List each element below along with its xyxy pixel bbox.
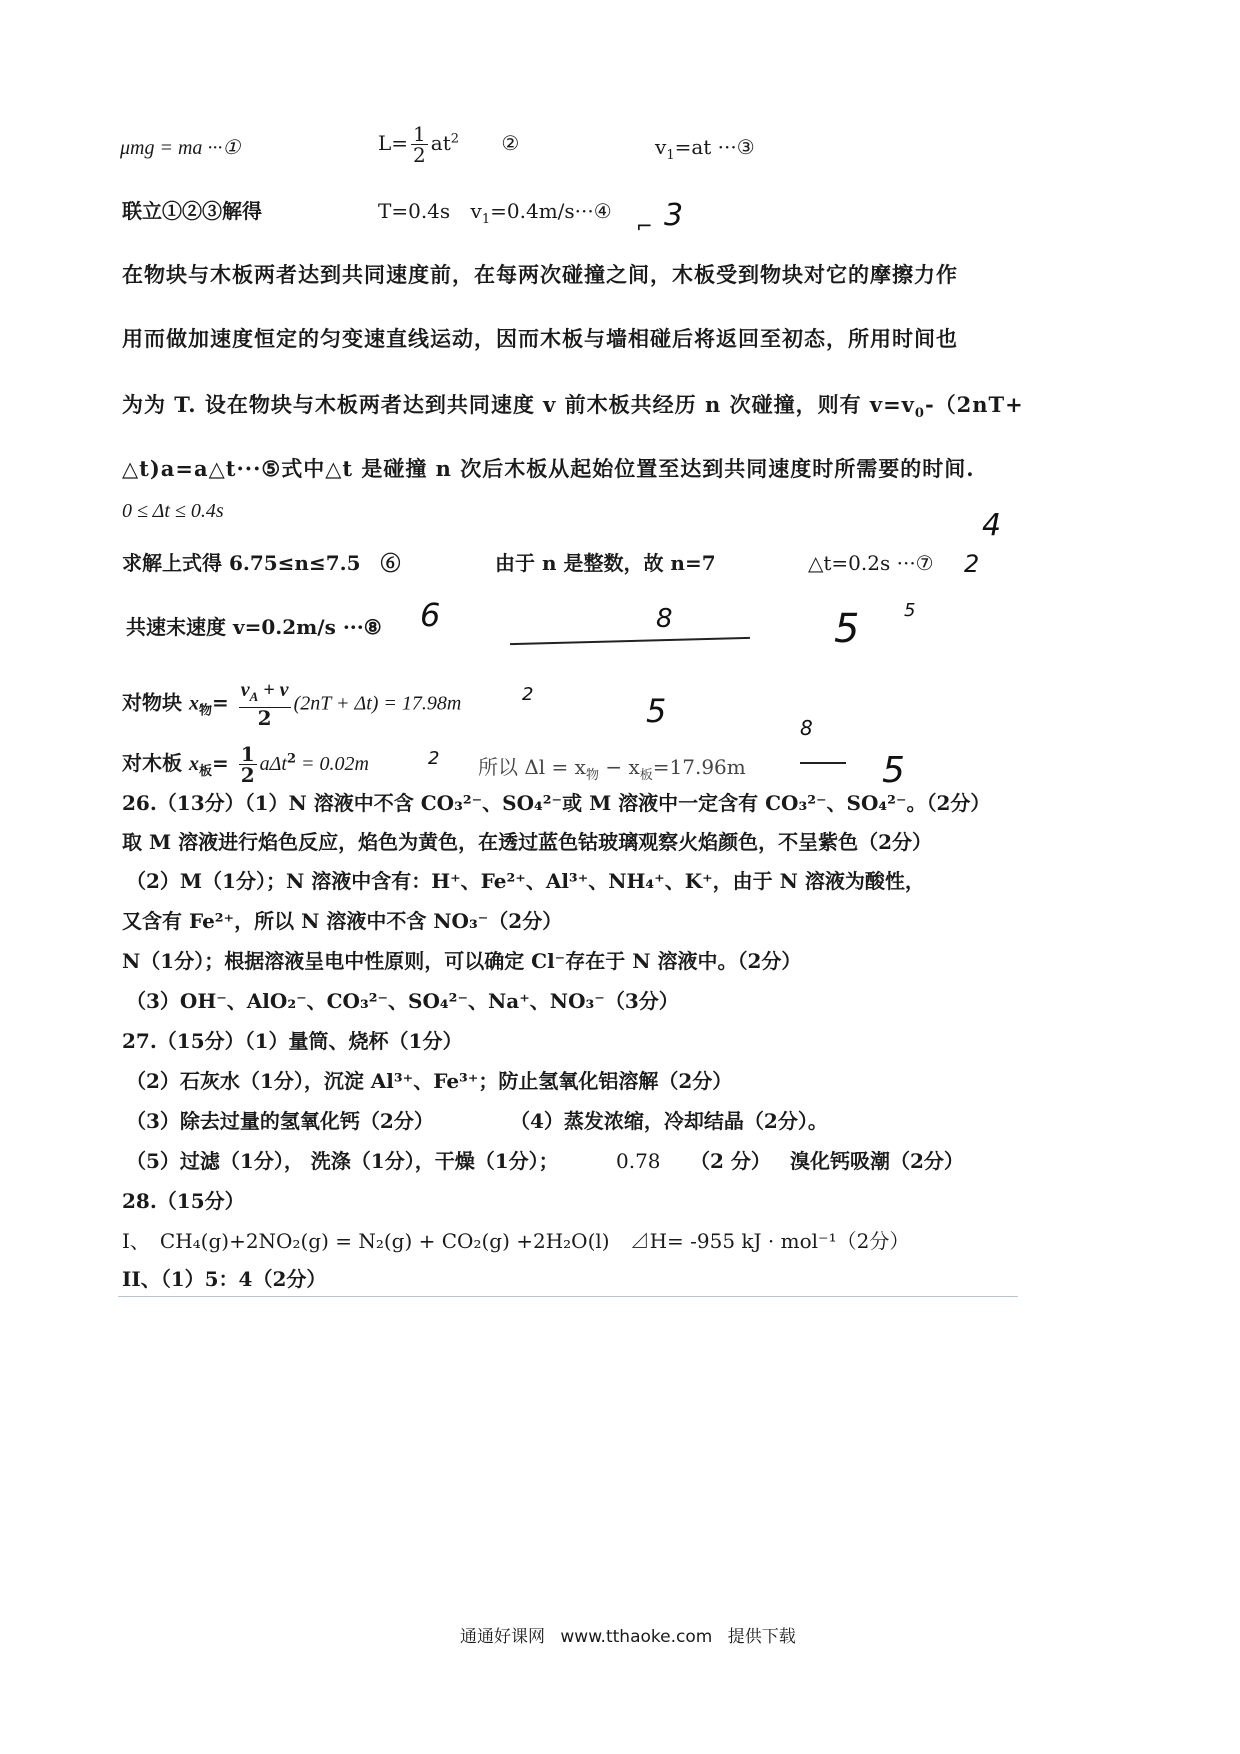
q28-line-1-text: 28.（15分） (122, 1189, 245, 1213)
board-label: 对木板 (122, 751, 182, 775)
q27-line-3a-text: （3）除去过量的氢氧化钙（2分） (126, 1109, 434, 1133)
common-velocity-text: 共速末速度 v=0.2m/s ···⑧ (126, 615, 382, 639)
paragraph-line-4 (122, 456, 975, 482)
q28-line-2 (122, 1228, 909, 1254)
board-x: x (188, 753, 199, 775)
handwritten-mark: 8 (800, 716, 813, 740)
board-fraction (239, 744, 257, 785)
paragraph-line-4-text: △t)a=a△t···⑤式中△t 是碰撞 n 次后木板从起始位置至达到共同速度时所需要的时间. (122, 456, 975, 481)
q27-line-3b (510, 1108, 828, 1134)
equation-2 (378, 124, 519, 165)
block-num-v: v (240, 679, 250, 701)
q27-line-2 (126, 1068, 732, 1094)
q27-line-4a-text: （5）过滤（1分）， 洗涤（1分），干燥（1分）； (126, 1149, 559, 1173)
q26-line-5-text: N（1分）；根据溶液呈电中性原则，可以确定 Cl⁻存在于 N 溶液中。（2分） (122, 949, 802, 973)
q27-line-2-text: （2）石灰水（1分），沉淀 Al³⁺、Fe³⁺；防止氢氧化铝溶解（2分） (126, 1069, 733, 1093)
paragraph-line-2-text: 用而做加速度恒定的匀变速直线运动，因而木板与墙相碰后将返回至初态，所用时间也 (122, 326, 958, 351)
equation-2-lhs: L= (378, 131, 409, 155)
equation-3 (655, 134, 755, 169)
handwritten-mark: 5 (904, 600, 916, 621)
paragraph-line-1 (122, 262, 958, 288)
board-val: = 0.02m (295, 753, 369, 775)
q28-line-2-text: I、 CH₄(g)+2NO₂(g) = N₂(g) + CO₂(g) +2H₂O(l) ⊿H= -955 kJ · mol⁻¹（2分） (122, 1229, 910, 1253)
footer-site-name: 通通好课网 (460, 1627, 545, 1647)
solve-v-rest: =0.4m/s···④ (490, 199, 612, 223)
handwritten-mark: 2 (428, 748, 440, 769)
handwritten-dash (800, 762, 846, 764)
q26-line-4-text: 又含有 Fe²⁺，所以 N 溶液中不含 NO₃⁻（2分） (122, 909, 563, 933)
q27-line-4a (126, 1148, 559, 1174)
handwritten-mark: 6 (420, 596, 441, 634)
block-fraction-num (239, 680, 291, 708)
q27-line-3a (126, 1108, 434, 1134)
paragraph-line-2 (122, 326, 958, 352)
q26-line-6 (126, 988, 679, 1014)
board-fraction-num: 1 (240, 742, 255, 766)
solve2-range-text: 求解上式得 6.75≤n≤7.5 ⑥ (122, 551, 401, 575)
equation-2-fraction (411, 124, 428, 165)
handwritten-mark: 5 (834, 606, 860, 652)
block-label: 对物块 (122, 690, 182, 715)
fraction-denominator: 2 (413, 143, 426, 167)
board-fraction-den: 2 (240, 763, 255, 787)
solve-t: T=0.4s (378, 199, 451, 223)
handwritten-mark: 5 (646, 692, 667, 730)
q26-line-3-text: （2）M（1分）；N 溶液中含有：H⁺、Fe²⁺、Al³⁺、NH₄⁺、K⁺，由于 N 溶液为酸性， (126, 869, 925, 893)
q27-line-4d-text: 溴化钙吸潮（2分） (790, 1149, 964, 1173)
delta-t-range (122, 498, 224, 524)
solve-label (122, 198, 262, 224)
delta-t-range-text: 0 ≤ Δt ≤ 0.4s (122, 500, 224, 522)
q26-line-1 (122, 790, 990, 816)
equation-2-mark: ② (501, 131, 520, 155)
block-x-sub: 物 (198, 703, 212, 719)
q26-line-4 (122, 908, 562, 934)
block-fraction (239, 680, 291, 728)
total-so: 所以 Δl = x (478, 755, 586, 779)
fraction-numerator: 1 (413, 122, 426, 146)
total-mid: − x (598, 755, 640, 779)
paragraph-line-3 (122, 392, 1024, 427)
equation-1 (120, 134, 240, 161)
handwritten-mark: 2 (964, 550, 980, 578)
solve2-integer-text: 由于 n 是整数，故 n=7 (495, 551, 716, 575)
total-end: =17.96m (652, 755, 746, 779)
q27-line-1 (122, 1028, 462, 1054)
q27-line-3b-text: （4）蒸发浓缩，冷却结晶（2分）。 (510, 1109, 828, 1133)
q26-line-6-text: （3）OH⁻、AlO₂⁻、CO₃²⁻、SO₄²⁻、Na⁺、NO₃⁻（3分） (126, 989, 679, 1013)
handwritten-mark: 2 (522, 684, 534, 705)
paragraph-line-3-tail: -（2nT+ (924, 392, 1024, 417)
total-displacement (478, 754, 746, 789)
handwritten-tick: ⌐ (636, 214, 653, 238)
block-displacement: 对物块 $x_物=$ $\frac{v_A + v}{2}$ (2nT + Δt) = 17.98m (122, 679, 462, 730)
section-divider (118, 1296, 1018, 1297)
q26-line-2 (122, 829, 932, 855)
solve2-integer (495, 550, 716, 576)
equation-2-exponent: 2 (450, 131, 460, 147)
solve-result (378, 198, 612, 233)
q26-line-1-text: 26.（13分）（1）N 溶液中不含 CO₃²⁻、SO₄²⁻或 M 溶液中一定含有 CO₃²⁻、SO₄²⁻。（2分） (122, 791, 991, 815)
solve2-delta-t (808, 550, 934, 576)
footer-url[interactable]: www.tthaoke.com (560, 1627, 713, 1647)
q28-line-3-text: II、（1）5：4（2分） (122, 1267, 327, 1291)
equation-1-text: μmg = ma ···① (120, 137, 241, 159)
total-sub-2: 板 (639, 768, 653, 783)
paragraph-line-1-text: 在物块与木板两者达到共同速度前，在每两次碰撞之间，木板受到物块对它的摩擦力作 (122, 262, 958, 287)
equation-2-rhs: at (430, 131, 451, 155)
paragraph-line-3-sub: 0 (914, 406, 925, 422)
solve-v: v (470, 199, 482, 223)
equation-3-v: v (655, 135, 667, 159)
solve-label-text: 联立①②③解得 (122, 199, 262, 223)
handwritten-mark: 8 (656, 604, 673, 634)
solve-v-sub: 1 (481, 212, 491, 227)
equation-3-rest: =at ···③ (674, 135, 755, 159)
block-fraction-den: 2 (257, 706, 272, 730)
q27-line-1-text: 27.（15分）（1）量筒、烧杯（1分） (122, 1029, 463, 1053)
q27-line-4b-text: 0.78 (616, 1149, 661, 1173)
block-num-rest: + v (258, 679, 289, 701)
q28-line-1 (122, 1188, 245, 1214)
handwritten-mark: 4 (982, 508, 1002, 543)
footer (460, 1622, 796, 1647)
block-x: x (188, 692, 199, 715)
board-x-sub: 板 (198, 764, 212, 779)
q26-line-3 (126, 868, 925, 894)
handwritten-mark: 3 (664, 198, 684, 233)
solve2-range (122, 550, 401, 576)
solve2-delta-t-text: △t=0.2s ···⑦ (808, 551, 934, 575)
q26-line-5 (122, 948, 801, 974)
q27-line-4c (690, 1148, 771, 1174)
board-exp: 2 (286, 751, 296, 767)
paragraph-line-3-text: 为为 T. 设在物块与木板两者达到共同速度 v 前木板共经历 n 次碰撞，则有 v=v (122, 392, 915, 417)
q27-line-4b (616, 1148, 661, 1174)
q27-line-4c-text: （2 分） (690, 1149, 771, 1173)
footer-download-text: 提供下载 (727, 1627, 796, 1647)
block-num-sub: A (249, 689, 259, 704)
handwritten-underline (510, 637, 750, 645)
board-displacement: 对木板 $x_板=$ $\frac{1}{2}$ aΔt$^2$ = 0.02m (122, 742, 369, 787)
q26-line-2-text: 取 M 溶液进行焰色反应，焰色为黄色，在透过蓝色钴玻璃观察火焰颜色，不呈紫色（2分） (122, 830, 932, 854)
board-rest: aΔt (259, 753, 287, 775)
q27-line-4d (790, 1148, 964, 1174)
total-sub-1: 物 (585, 768, 599, 783)
q28-line-3 (122, 1266, 326, 1292)
handwritten-mark: 5 (882, 750, 905, 791)
common-velocity (126, 614, 382, 640)
equation-3-sub: 1 (666, 148, 675, 163)
block-rest: (2nT + Δt) = 17.98m (293, 692, 462, 715)
